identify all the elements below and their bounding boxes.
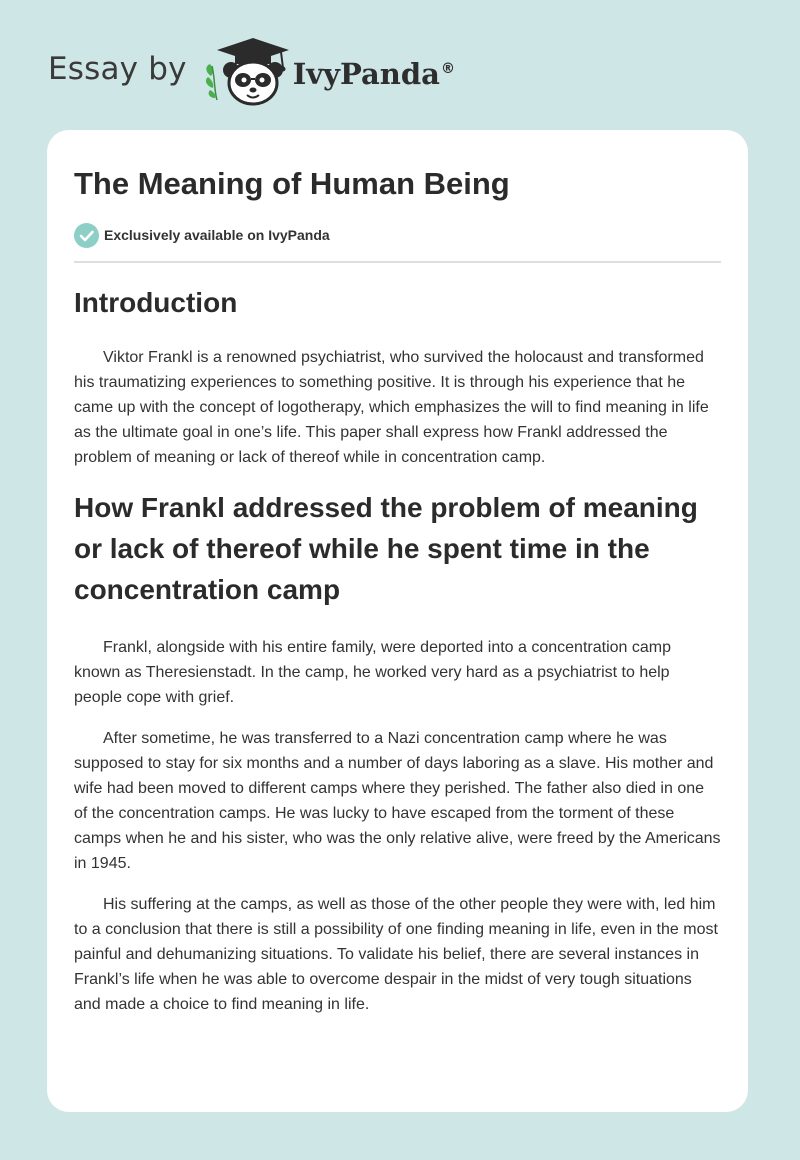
essay-card	[47, 130, 748, 1112]
panda-graduation-cap-icon	[201, 36, 289, 108]
badge-text: Exclusively available on IvyPanda	[104, 227, 330, 243]
check-circle-icon	[74, 223, 99, 248]
registered-mark: ®	[440, 61, 455, 78]
paragraph: Viktor Frankl is a renowned psychiatrist, who survived the holocaust and transformed his traumatizing experiences to something positive. It is through his experience that he came up with the concept of logotherapy, which emphasizes the will to find meaning in life as the ultimate goal in one’s life. This paper shall express how Frankl addressed the problem of meaning or lack of thereof while in concentration camp.	[74, 349, 709, 466]
exclusive-badge	[74, 222, 721, 248]
section-heading-frankl: How Frankl addressed the problem of meaning or lack of thereof while he spent time in the concentration camp	[74, 492, 698, 605]
paragraph: Frankl, alongside with his entire family, were deported into a concentration camp known as Theresienstadt. In the camp, he worked very hard as a psychiatrist to help people cope with grief.	[74, 639, 671, 706]
paragraph: His suffering at the camps, as well as those of the other people they were with, led him to a conclusion that there is still a possibility of one finding meaning in life, even in the most painful and dehumanizing situations. To validate his belief, there are several instances in Frankl’s life when he was able to overcome despair in the midst of very tough situations and made a choice to find meaning in life.	[74, 896, 718, 1013]
divider	[74, 261, 721, 263]
brand-name-text: IvyPanda	[292, 57, 440, 91]
essay-title: The Meaning of Human Being	[74, 166, 510, 201]
brand-name	[293, 57, 455, 91]
brand-prefix: Essay by	[48, 51, 187, 87]
section-heading-introduction: Introduction	[74, 287, 238, 318]
ivypanda-logo[interactable]	[48, 36, 455, 108]
paragraph: After sometime, he was transferred to a Nazi concentration camp where he was supposed to stay for six months and a number of days laboring as a slave. His mother and wife had been moved to different camps where they perished. The father also died in one of the concentration camps. He was lucky to have escaped from the torment of these camps when he and his sister, who was the only relative alive, were freed by the Americans in 1945.	[74, 730, 721, 872]
